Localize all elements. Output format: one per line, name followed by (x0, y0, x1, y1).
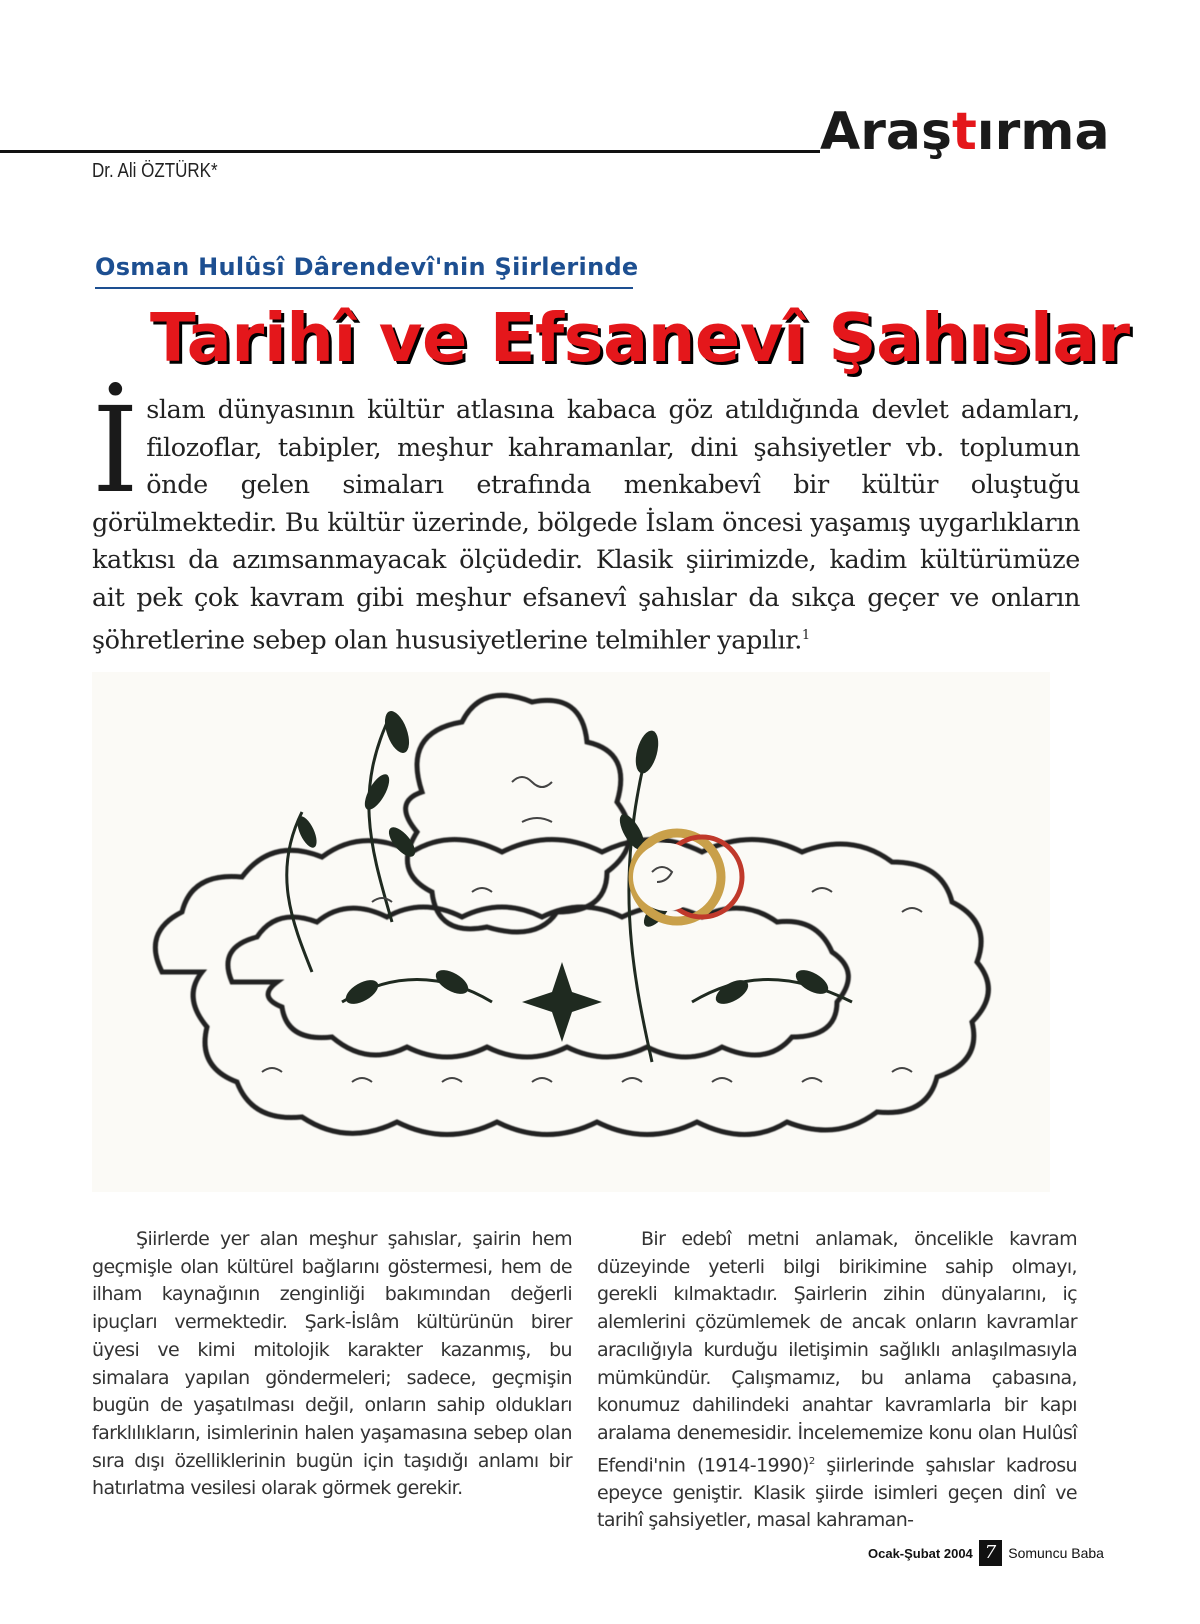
drop-cap: İ (92, 381, 139, 519)
section-label (820, 102, 1110, 162)
footer-issue: Ocak-Şubat 2004 (868, 1545, 973, 1561)
kicker-underline (95, 287, 633, 289)
footnote-marker: 1 (801, 628, 810, 643)
footnote-marker-2: 2 (808, 1455, 815, 1467)
section-label-suffix: ırma (976, 102, 1110, 162)
body-right-text-b: şiirlerinde şahıslar kadrosu epeyce geniştir. Klasik şiirde isimleri geçen dinî ve tarihî şahsiyetler, masal kahraman- (597, 1453, 1077, 1532)
page-number: 7 (979, 1540, 1002, 1566)
page-footer (868, 1540, 1104, 1566)
section-label-accent: t (951, 102, 977, 162)
body-column-right (597, 1226, 1077, 1535)
lead-paragraph (92, 381, 1080, 660)
article-kicker: Osman Hulûsî Dârendevî'nin Şiirlerinde (95, 253, 639, 281)
footer-magazine: Somuncu Baba (1008, 1545, 1104, 1561)
author-byline: Dr. Ali ÖZTÜRK* (92, 160, 218, 182)
ornamental-illustration (92, 672, 1050, 1192)
body-right-text-a: Bir edebî metni anlamak, öncelikle kavram düzeyinde yeterli bilgi birikimine sahip olmayı, gerekli kılmaktadır. Şairlerin zihin dünyalarını, iç alemlerini çözümlemek de ancak onların kavramlar aracılığıyla kurduğu iletişimin sağlıklı anlaşılmasıyla mümkündür. Çalışmamız, bu anlama çabasına, konumuz dahilindeki anahtar kavramlarla bir kapı aralama denemesidir. İncelememize konu olan Hulûsî Efendi'nin (1914-1990) (597, 1228, 1077, 1476)
body-column-left: Şiirlerde yer alan meşhur şahıslar, şairin hem geçmişle olan kültürel bağlarını göstermesi, hem de ilham kaynağının zenginliği bakımından değerli ipuçları vermektedir. Şark-İslâm kültürünün birer üyesi ve kimi mitolojik karakter kazanmış, bu simalara yapılan göndermeleri; sadece, geçmişin bugün de yaşatılması değil, onların sahip oldukları farklılıkların, isimlerinin halen yaşamasına sebep olan sıra dışı özelliklerinin bugün için taşıdığı anlamı bir hatırlatma vesilesi olarak görmek gerekir. (92, 1228, 572, 1500)
lead-text: slam dünyasının kültür atlasına kabaca göz atıldığında devlet adamları, filozoflar, tabipler, meşhur kahramanlar, dini şahsiyetler vb. toplumun önde gelen simaları etrafında menkabevî bir kültür oluştuğu görülmektedir. Bu kültür üzerinde, bölgede İslam öncesi yaşamış uygarlıkların katkısı da azımsanmayacak ölçüdedir. Klasik şiirimizde, kadim kültürümüze ait pek çok kavram gibi meşhur efsanevî şahıslar da sıkça geçer ve onların şöhretlerine sebep olan hususiyetlerine telmihler yapılır. (92, 395, 1080, 656)
section-label-prefix: Araş (820, 102, 952, 162)
article-title: Tarihî ve Efsanevî Şahıslar (150, 299, 1130, 377)
header-rule (0, 150, 820, 153)
